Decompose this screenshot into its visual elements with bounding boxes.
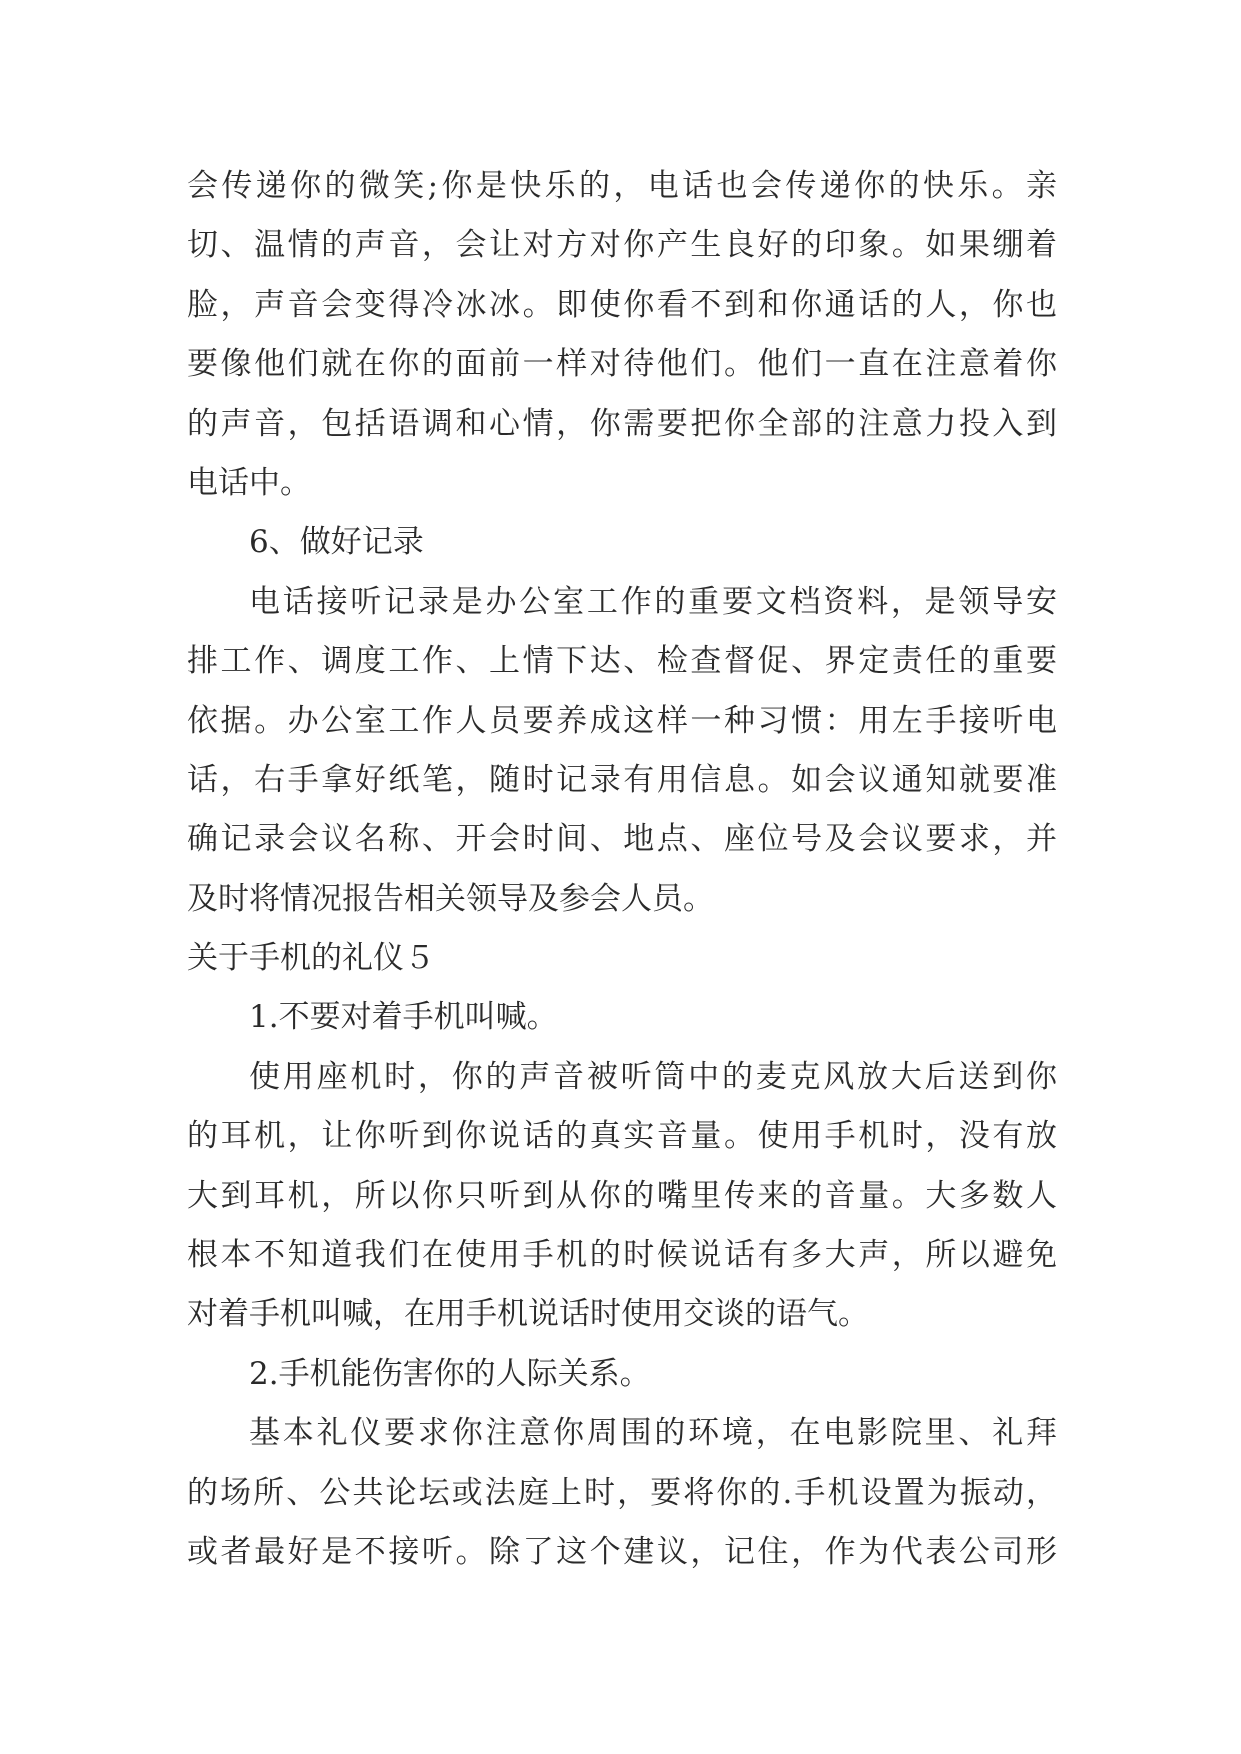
paragraph-line: 大到耳机，所以你只听到从你的嘴里传来的音量。大多数人 [187,1177,1057,1214]
paragraph-line: 基本礼仪要求你注意你周围的环境，在电影院里、礼拜 [249,1415,1057,1452]
document-body [187,157,1057,1582]
paragraph-line: 及时将情况报告相关领导及参会人员。 [187,880,714,917]
article-title: 关于手机的礼仪５ [187,940,435,977]
paragraph-line: 的场所、公共论坛或法庭上时，要将你的.手机设置为振动， [187,1474,1057,1511]
paragraph-line: 根本不知道我们在使用手机的时候说话有多大声，所以避免 [187,1237,1057,1274]
paragraph-line: 的声音，包括语调和心情，你需要把你全部的注意力投入到 [187,405,1057,442]
section-heading: 1.不要对着手机叫喊。 [249,999,558,1036]
paragraph-line: 电话接听记录是办公室工作的重要文档资料，是领导安 [249,583,1057,620]
paragraph-line: 切、温情的声音，会让对方对你产生良好的印象。如果绷着 [187,227,1057,264]
paragraph-line: 脸，声音会变得冷冰冰。即使你看不到和你通话的人，你也 [187,286,1057,323]
paragraph-line: 话，右手拿好纸笔，随时记录有用信息。如会议通知就要准 [187,761,1057,798]
paragraph-line: 确记录会议名称、开会时间、地点、座位号及会议要求，并 [187,821,1057,858]
paragraph-line: 对着手机叫喊，在用手机说话时使用交谈的语气。 [187,1296,869,1333]
paragraph-line: 的耳机，让你听到你说话的真实音量。使用手机时，没有放 [187,1118,1057,1155]
section-heading: 6、做好记录 [249,524,424,561]
section-heading: 2.手机能伤害你的人际关系。 [249,1355,651,1392]
paragraph-line: 要像他们就在你的面前一样对待他们。他们一直在注意着你 [187,346,1057,383]
paragraph-line: 排工作、调度工作、上情下达、检查督促、界定责任的重要 [187,643,1057,680]
paragraph-line: 或者最好是不接听。除了这个建议，记住，作为代表公司形 [187,1533,1057,1570]
paragraph-line: 使用座机时，你的声音被听筒中的麦克风放大后送到你 [249,1058,1057,1095]
paragraph-line: 电话中。 [187,464,311,501]
paragraph-line: 会传递你的微笑;你是快乐的，电话也会传递你的快乐。亲 [187,168,1057,204]
paragraph-line: 依据。办公室工作人员要养成这样一种习惯：用左手接听电 [187,702,1057,739]
